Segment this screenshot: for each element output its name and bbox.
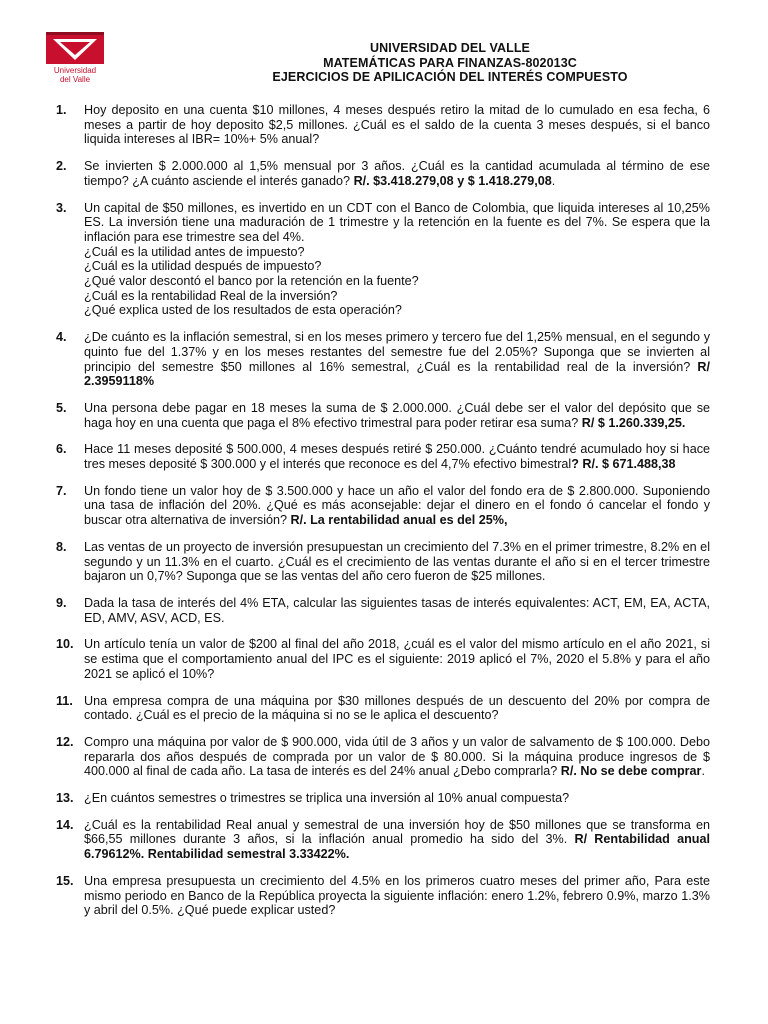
exercise-number: 11. [56, 693, 73, 708]
exercise-item [56, 818, 710, 862]
exercise-text: Un fondo tiene un valor hoy de $ 3.500.000 y hace un año el valor del fondo era de $ 2.800.000. Suponiendo una tasa de inflación del 20%. ¿Qué es más aconsejable: dejar el dinero en el fondo ó cancelar el fondo y buscar otra alternativa de inversión? R/. La rentabilidad anual es del 25%, [84, 483, 710, 528]
exercise-item [56, 637, 710, 681]
exercise-item [56, 596, 710, 625]
exercise-answer: R/ $ 1.260.339,25. [581, 415, 686, 430]
exercise-answer: R/. La rentabilidad anual es del 25%, [290, 513, 508, 528]
document-header [150, 41, 750, 85]
exercise-text: Una empresa compra de una máquina por $30 millones después de un descuento del 20% por compra de contado. ¿Cuál es el precio de la máquina si no se le aplica el descuento? [84, 693, 710, 723]
logo-emblem-icon [44, 30, 106, 66]
exercise-answer: R/. $3.418.279,08 y $ 1.418.279,08 [353, 173, 552, 188]
logo-line-1: Universidad [53, 66, 97, 75]
exercise-number: 6. [56, 442, 67, 457]
exercise-number: 10. [56, 637, 74, 652]
exercise-number: 14. [56, 817, 74, 832]
exercise-list [56, 103, 710, 930]
exercise-text: Dada la tasa de interés del 4% ETA, calcular las siguientes tasas de interés equivalentes: ACT, EM, EA, ACTA, ED, AMV, ASV, ACD, ES. [84, 595, 710, 625]
university-logo [44, 30, 106, 92]
logo-line-2: del Valle [59, 75, 91, 84]
exercise-answer: R/. No se debe comprar [560, 764, 702, 779]
exercise-item [56, 103, 710, 147]
exercise-item [56, 401, 710, 430]
exercise-text: Compro una máquina por valor de $ 900.000, vida útil de 3 años y un valor de salvamento de $ 100.000. Debo repararla dos años después de comprada por un valor de $ 80.000. Si la máquina produce ingresos de $ 400.000 al final de cada año. La tasa de interés es del 24% anual ¿Debo comprarla? R/. No se debe comprar. [84, 734, 710, 779]
exercise-number: 15. [56, 873, 74, 888]
exercise-question: ¿Qué explica usted de los resultados de esta operación? [84, 303, 402, 318]
exercise-answer: R/ Rentabilidad anual 6.79612%. Rentabilidad semestral 3.33422%. [84, 832, 710, 862]
exercise-text: Una persona debe pagar en 18 meses la suma de $ 2.000.000. ¿Cuál debe ser el valor del depósito que se haga hoy en una cuenta que paga el 8% efectivo trimestral para poder retirar esa suma? R/ $ 1.260.339,25. [84, 400, 710, 430]
exercise-text: Se invierten $ 2.000.000 al 1,5% mensual por 3 años. ¿Cuál es la cantidad acumulada al término de ese tiempo? ¿A cuánto asciende el interés ganado? R/. $3.418.279,08 y $ 1.418.279,08. [84, 159, 710, 188]
logo-text [44, 66, 106, 84]
header-course: MATEMÁTICAS PARA FINANZAS-802013C [323, 55, 577, 70]
exercise-question: ¿Cuál es la rentabilidad Real de la inversión? [84, 288, 338, 303]
exercise-number: 12. [56, 734, 74, 749]
exercise-number: 1. [56, 103, 67, 117]
exercise-text: ¿En cuántos semestres o trimestres se triplica una inversión al 10% anual compuesta? [84, 791, 570, 806]
exercise-text: ¿Cuál es la rentabilidad Real anual y semestral de una inversión hoy de $50 millones que se transforma en $66,55 millones durante 3 años, si la inflación anual promedio ha sido del 3%. R/ Rentabilidad anual 6.79612%. Rentabilidad semestral 3.33422%. [84, 817, 710, 862]
header-title: EJERCICIOS DE APILICACIÓN DEL INTERÉS COMPUESTO [272, 70, 628, 84]
exercise-text: Hoy deposito en una cuenta $10 millones, 4 meses después retiro la mitad de lo cumulado en esa fecha, 6 meses a partir de hoy deposito $2,5 millones. ¿Cuál es el saldo de la cuenta 3 meses después, si el banco liquida intereses al IBR= 10%+ 5% anual? [84, 103, 710, 147]
exercise-item [56, 791, 710, 806]
exercise-answer: R/ 2.3959118% [84, 359, 710, 389]
exercise-item [56, 735, 710, 779]
exercise-item [56, 874, 710, 918]
exercise-item [56, 442, 710, 471]
exercise-item [56, 201, 710, 319]
exercise-item [56, 484, 710, 528]
exercise-number: 2. [56, 159, 67, 174]
exercise-text: Un capital de $50 millones, es invertido en un CDT con el Banco de Colombia, que liquida intereses al 10,25% ES. La inversión tiene una maduración de 1 trimestre y la retención en la fuente es del 7%. Se espera que la inflación para ese trimestre sea del 4%. [84, 200, 710, 244]
exercise-item [56, 540, 710, 584]
exercise-item [56, 694, 710, 723]
exercise-text: Hace 11 meses deposité $ 500.000, 4 meses después retiré $ 250.000. ¿Cuánto tendré acumulado hoy si hace tres meses deposité $ 300.000 y el interés que reconoce es del 4,7% efectivo bimestral? R/. $ 671.488,38 [84, 442, 710, 472]
exercise-text: Un artículo tenía un valor de $200 al final del año 2018, ¿cuál es el valor del mismo artículo en el año 2021, si se estima que el comportamiento anual del IPC es el siguiente: 2019 aplicó el 7%, 2020 el 5.8% y para el año 2021 se aplicó el 10%? [84, 637, 710, 681]
header-university: UNIVERSIDAD DEL VALLE [370, 41, 530, 55]
exercise-answer: ? R/. $ 671.488,38 [571, 457, 676, 472]
exercise-number: 3. [56, 200, 67, 215]
exercise-text: Las ventas de un proyecto de inversión presupuestan un crecimiento del 7.3% en el primer trimestre, 8.2% en el segundo y un 11.3% en el cuarto. ¿Cuál es el crecimiento de las ventas durante el año si en el tercer trimestre bajaron un 0,7%? Suponga que se las ventas del año cero fueron de $25 millones. [84, 539, 710, 584]
exercise-number: 13. [56, 791, 74, 806]
exercise-number: 7. [56, 483, 67, 498]
exercise-number: 8. [56, 539, 67, 554]
exercise-item [56, 159, 710, 188]
exercise-number: 4. [56, 330, 67, 345]
exercise-number: 5. [56, 400, 67, 415]
exercise-question: ¿Qué valor descontó el banco por la retención en la fuente? [84, 274, 419, 289]
exercise-text: Una empresa presupuesta un crecimiento del 4.5% en los primeros cuatro meses del primer año, Para este mismo periodo en Banco de la República proyecta la siguiente inflación: enero 1.2%, febrero 0.9%, marzo 1.3% y abril del 0.5%. ¿Qué puede explicar usted? [84, 873, 710, 918]
exercise-item [56, 330, 710, 389]
exercise-text: ¿De cuánto es la inflación semestral, si en los meses primero y tercero fue del 1,25% mensual, en el segundo y quinto fue del 1.37% y en los meses restantes del semestre fue del 2.05%? Suponga que se invierten al principio del semestre $50 millones al 16% semestral, ¿Cuál es la rentabilidad real de la inversión? R/ 2.3959118% [84, 330, 710, 389]
exercise-question: ¿Cuál es la utilidad después de impuesto? [84, 259, 322, 274]
exercise-number: 9. [56, 595, 67, 610]
exercise-question: ¿Cuál es la utilidad antes de impuesto? [84, 244, 305, 259]
